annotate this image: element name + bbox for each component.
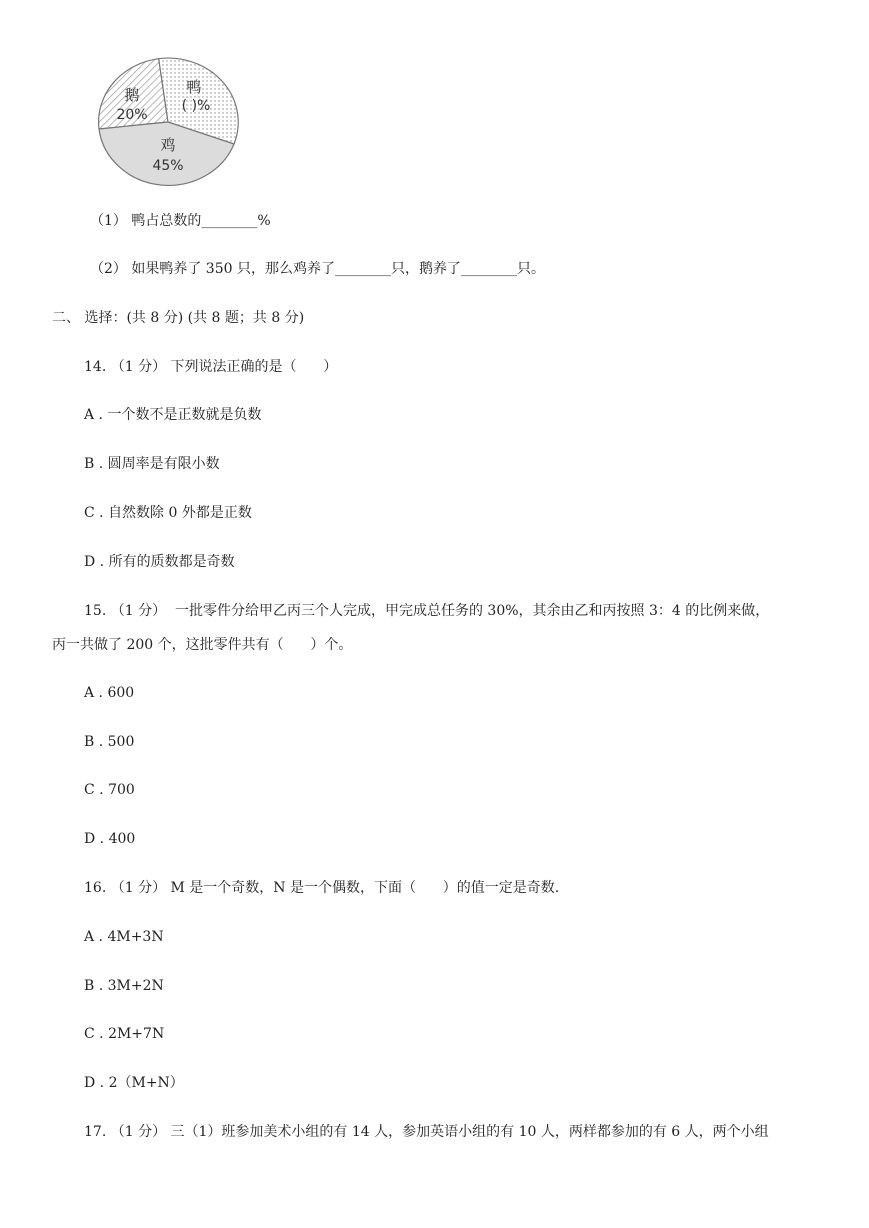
pie-value-duck: ( )% [181,98,211,114]
pie-label-duck: 鸭 [186,78,202,96]
subquestion-2: （2） 如果鸭养了 350 只，那么鸡养了________只，鹅养了________只。 [90,261,545,277]
question-16-option-c: C . 2M+7N [84,1026,165,1042]
question-17-stem: 17. （1 分） 三（1）班参加美术小组的有 14 人，参加英语小组的有 10 人，两样都参加的有 6 人，两个小组 [84,1124,769,1140]
pie-value-goose: 20% [116,107,148,123]
pie-chart [94,56,242,188]
question-15-option-c: C . 700 [84,782,135,798]
question-14-option-b: B . 圆周率是有限小数 [84,456,220,472]
section-heading: 二、 选择：(共 8 分) (共 8 题；共 8 分) [52,310,305,326]
question-15-option-a: A . 600 [84,685,135,701]
question-16-option-d: D . 2（M+N） [84,1075,184,1091]
question-14-option-d: D . 所有的质数都是奇数 [84,554,235,570]
question-15-option-d: D . 400 [84,831,136,847]
question-14-stem: 14. （1 分） 下列说法正确的是（ ） [84,359,338,375]
pie-label-chicken: 鸡 [160,136,176,154]
question-15-option-b: B . 500 [84,734,135,750]
question-16-stem: 16. （1 分） M 是一个奇数，N 是一个偶数，下面（ ）的值一定是奇数. [84,880,560,896]
pie-value-chicken: 45% [152,158,184,174]
question-15-stem: 15. （1 分） 一批零件分给甲乙丙三个人完成，甲完成总任务的 30%，其余由乙和丙按照 3：4 的比例来做， [84,603,770,619]
question-16-option-b: B . 3M+2N [84,978,164,994]
question-15-stem-continued: 丙一共做了 200 个，这批零件共有（ ）个。 [52,637,353,653]
question-16-option-a: A . 4M+3N [84,929,164,945]
question-14-option-a: A . 一个数不是正数就是负数 [84,407,262,423]
pie-label-goose: 鹅 [124,86,140,104]
subquestion-1: （1） 鸭占总数的________% [90,213,271,229]
question-14-option-c: C . 自然数除 0 外都是正数 [84,505,252,521]
